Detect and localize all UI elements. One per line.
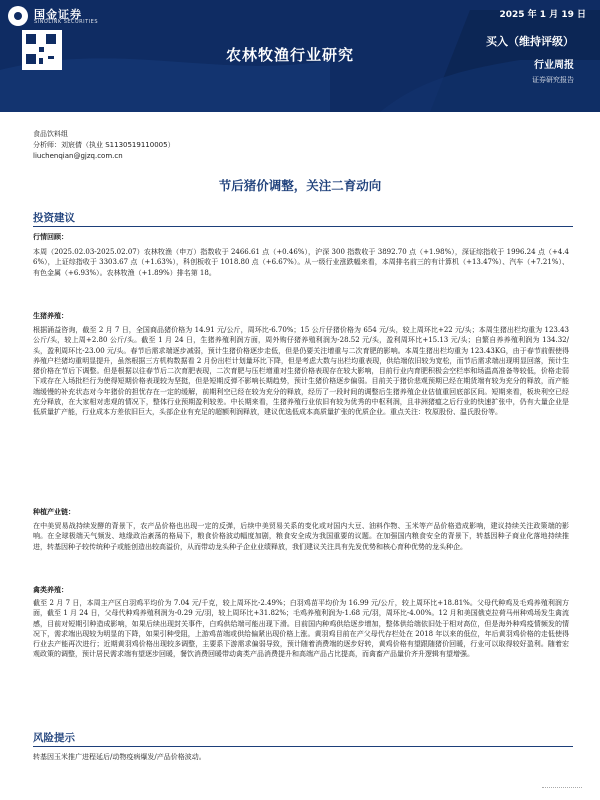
qr-code-icon — [22, 30, 62, 70]
team-name: 食品饮料组 — [33, 130, 68, 138]
subheading-poultry: 禽类养殖： — [33, 586, 68, 594]
company-logo — [8, 6, 168, 28]
analyst-email[interactable]: liuchenqian@gjzq.com.cn — [33, 152, 123, 160]
section-divider — [33, 746, 573, 747]
report-type: 行业周报 — [534, 60, 574, 71]
paragraph-pig: 根据涌益咨询，截至 2 月 7 日，全国商品猪价格为 14.91 元/公斤，周环比-6.70%；15 公斤仔猪价格为 654 元/头，较上周环比+22 元/头；本周生猪出栏均重为 123.43 公斤/头，较上周+2.80 公斤/头。截至 1 月 24 日，生猪养殖利润方面，周外购仔猪养殖利润为-28.52 元/头，盈利周环比+15.13 元/头；自繁自养养殖利润为 134.32/头，盈利周环比-23.00 元/头。春节后需求端逐步减弱，预计生猪价格逐步走低，但是仍要关注增重与二次育肥的影响。本周生猪出栏均重为 123.43KG，由于春节前假使得养殖户栏猪均重明显提升，虽然根据三方机构数据看 2 月份出栏计划量环比下降，但是考虑大数与出栏均重表现，供给端依旧较为宽松，而节后需求端出现明显回落，预计生猪价格在节后下调整。但是根据以往春节后二次育肥表现，二次育肥与压栏增重对生猪价格表现存在较大影响，目前行业内育肥积极会空栏率和场温高准备等较低，价格走弱下或存在入场批栏行为使得短期价格表现较为坚挺，但是短期反弹不影响长期趋势，预计生猪价格逐步偏弱。目前关于猪价悲观预期已经在期货端有较为充分的释放，而产能端缓慢的补充状态对今年猪价的担忧存在一定的缓解，前期利空已经在较为充分的释放，经历了一段时间的调整后生猪养殖企业估值重回底部区间。短期来看，板块利空已经充分释放，在大家相对悲观的情况下，整体行业预期盈利较差。中长期来看，生猪养殖行业依旧有较为优秀的中枢利润，且非洲猪瘟之后行业的快速扩张中，仍有大量企业是低质量扩产能，行业成本方差依旧巨大，头部企业有充足的超额利润释放，建议优选低成本高质量扩张的优质企业。重点关注：牧原股份、温氏股份等。 — [33, 326, 569, 417]
paragraph-poultry: 截至 2 月 7 日，本周主产区白羽鸡平均价为 7.04 元/千克，较上周环比-2.49%；白羽鸡苗平均价为 16.99 元/公斤，较上周环比+18.81%。父母代种鸡及毛鸡养殖利润方面，截至 1 月 24 日，父母代种鸡养殖利润为-0.29 元/羽，较上周环比+31.82%；毛鸡养殖利润为-1.68 元/羽，周环比-4.00%。12 月和美国俄克拉荷马州种鸡场发生禽流感，目前对短期引种造成影响，如果后续出现封关事件，白鸡供给端可能出现下滑。目前国内种鸡供给逐步增加，整体供给端依旧处于相对高位，但是海外种鸡疫情频发的情况下，需求端出现较为明显的下降，如果引种受阻，上游鸡苗端或供给偏紧出现价格上涨。黄羽鸡目前在产父母代存栏处在 2018 年以来的低位，年后黄羽鸡价格的走低使得行业去产能再次进行；近期黄羽鸡价格出现较多调整，主要系下游需求偏弱导致，预计随着消费端的逐步好转，黄鸡价格有望跟随猪价回暖，行业可以取得较好盈利。随着宏观政策的调整，预计居民需求端有望逐步回暖，餐饮消费回暖带动禽类产品消费提升和高端产品占比提高，而禽畜产品量价齐升逻辑有望增强。 — [33, 599, 569, 659]
paragraph-review: 本周（2025.02.03-2025.02.07）农林牧渔（申万）指数收于 2466.61 点（+0.46%），沪深 300 指数收于 3892.70 点（+1.98%），深证综指收于 1996.24 点（+4.46%），上证综指收于 3303.67 点（+1.63%），科创板收于 1018.80 点（+6.67%）。从一级行业涨跌幅来看，本周排名前三的有计算机（+13.47%）、汽车（+7.21%）、有色金属（+6.93%）。农林牧渔（+1.89%）排名第 18。 — [33, 248, 569, 277]
paragraph-risk: 转基因玉米推广进程延后/动物疫病爆发/产品价格波动。 — [33, 753, 206, 761]
report-date: 2025 年 1 月 19 日 — [499, 10, 586, 20]
rating-badge: 买入（维持评级） — [486, 35, 574, 48]
paragraph-seed: 在中美贸易战持续发酵的背景下，农产品价格也出现一定的反弹，后续中美贸易关系的变化或对国内大豆、油料作物、玉米等产品价格造成影响，建议持续关注政策端的影响。在全球极端天气频发、地缘政治紊荡的格局下，粮食价格波动幅度加剧，粮食安全成为我国重要的议题。在加强国内粮食安全的背景下，转基因种子商业化落地持续推进，转基因种子较传统种子或能创造出较高溢价，从而带动龙头种子企业业绩释放，我们建议关注具有先发优势和核心育种优势的龙头种企。 — [33, 522, 569, 551]
subheading-review: 行情回顾： — [33, 233, 68, 241]
header-banner — [0, 0, 600, 112]
logo-icon — [8, 6, 28, 26]
footer-decoration — [542, 787, 582, 794]
author-info — [33, 129, 175, 162]
logo-text: 国金证券 — [34, 8, 82, 21]
subheading-seed: 种植产业链： — [33, 508, 75, 516]
logo-english-text: SINOLINK SECURITIES — [34, 19, 98, 25]
subheading-pig: 生猪养殖： — [33, 312, 68, 320]
report-subtitle: 证券研究报告 — [532, 76, 574, 84]
report-title: 节后猪价调整，关注二育动向 — [218, 178, 382, 193]
section-divider — [33, 226, 573, 227]
industry-title: 农林牧渔行业研究 — [226, 46, 355, 64]
section-heading-risk: 风险提示 — [33, 732, 75, 744]
analyst-name: 分析师：刘宸倩（执业 S1130519110005） — [33, 141, 175, 149]
section-heading-invest: 投资建议 — [33, 212, 75, 224]
